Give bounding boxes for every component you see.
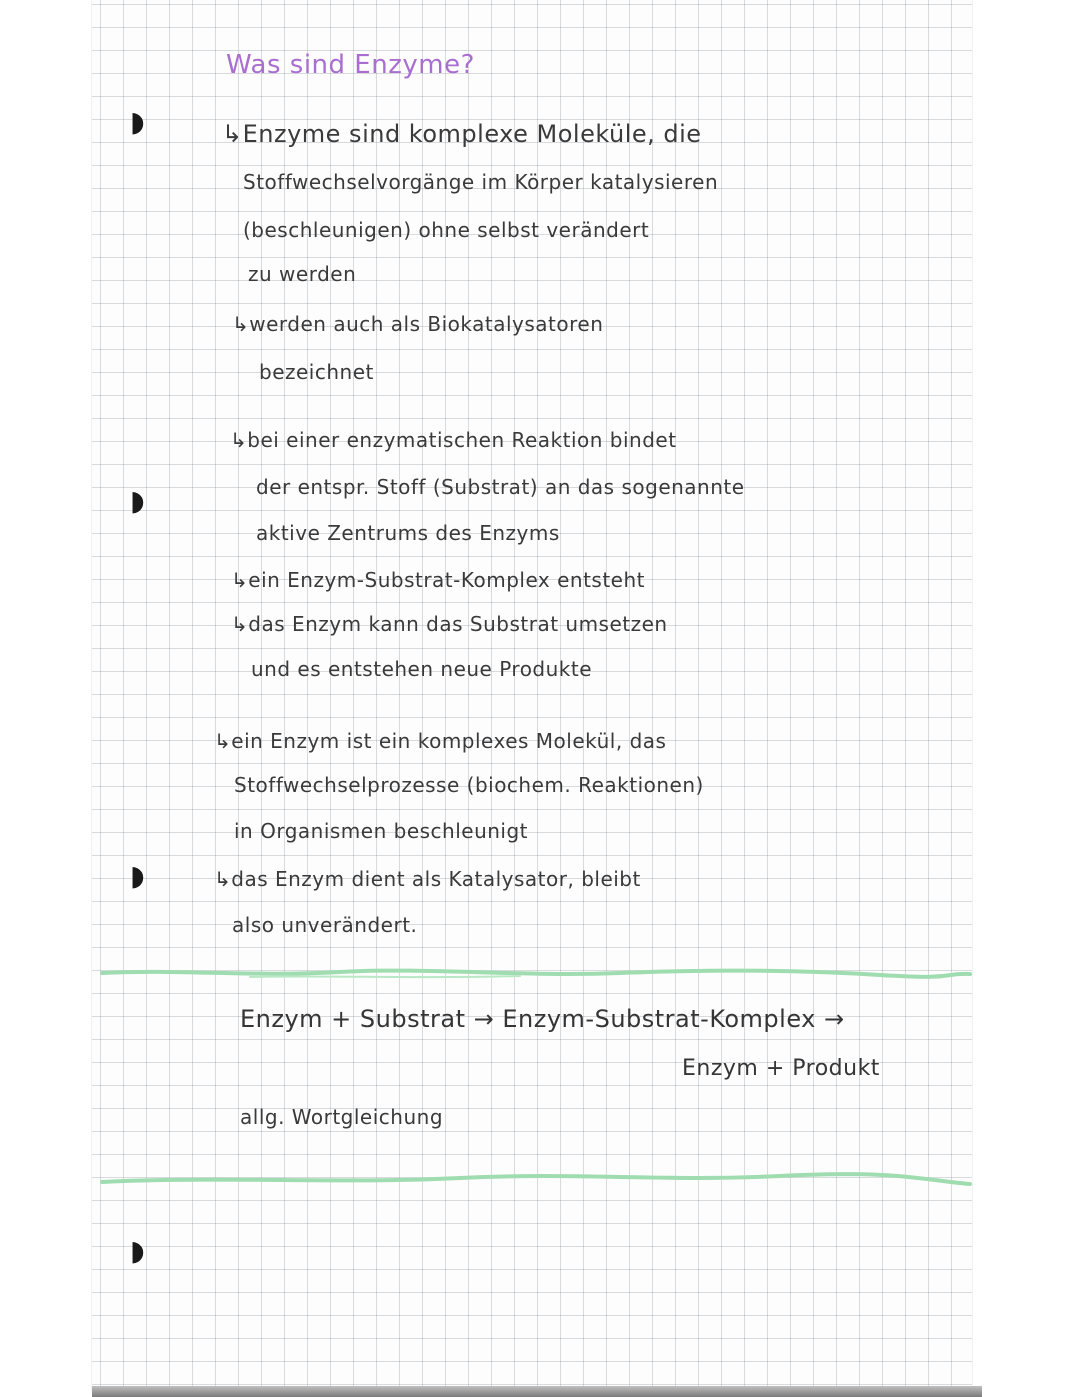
note-line: ↳das Enzym kann das Substrat umsetzen [231, 612, 668, 636]
note-line: zu werden [248, 262, 357, 286]
note-line: bezeichnet [259, 360, 374, 384]
note-line: also unverändert. [232, 913, 418, 937]
note-line: ↳ein Enzym ist ein komplexes Molekül, das [214, 729, 667, 753]
note-line: der entspr. Stoff (Substrat) an das sogenannte [256, 475, 745, 499]
note-line: in Organismen beschleunigt [234, 819, 529, 843]
note-line: ↳ein Enzym-Substrat-Komplex entsteht [231, 568, 646, 592]
note-line: (beschleunigen) ohne selbst verändert [243, 218, 650, 242]
note-line: Stoffwechselprozesse (biochem. Reaktionen) [234, 773, 704, 797]
binder-hole-mark: ◗ [130, 105, 145, 138]
note-line: ↳bei einer enzymatischen Reaktion bindet [230, 428, 677, 452]
note-line: ↳Enzyme sind komplexe Moleküle, die [222, 120, 702, 148]
note-line: ↳werden auch als Biokatalysatoren [232, 312, 604, 336]
equation-line: Enzym + Substrat → Enzym-Substrat-Komplex → [240, 1005, 845, 1033]
binder-hole-mark: ◗ [130, 859, 145, 892]
separator-top [100, 955, 972, 995]
equation-caption: allg. Wortgleichung [240, 1105, 444, 1129]
note-line: ↳das Enzym dient als Katalysator, bleibt [214, 867, 641, 891]
binder-hole-mark: ◗ [130, 484, 145, 517]
page-bottom-edge [92, 1386, 982, 1397]
page-title: Was sind Enzyme? [226, 50, 475, 80]
separator-top-stroke [100, 955, 972, 995]
note-line: Stoffwechselvorgänge im Körper katalysieren [243, 170, 719, 194]
separator-bottom-stroke [100, 1162, 972, 1202]
page-margin [0, 0, 92, 1397]
note-line: aktive Zentrums des Enzyms [256, 521, 560, 545]
separator-bottom [100, 1162, 972, 1202]
note-line: und es entstehen neue Produkte [251, 657, 593, 681]
binder-hole-mark: ◗ [130, 1234, 145, 1267]
equation-line: Enzym + Produkt [682, 1056, 880, 1081]
